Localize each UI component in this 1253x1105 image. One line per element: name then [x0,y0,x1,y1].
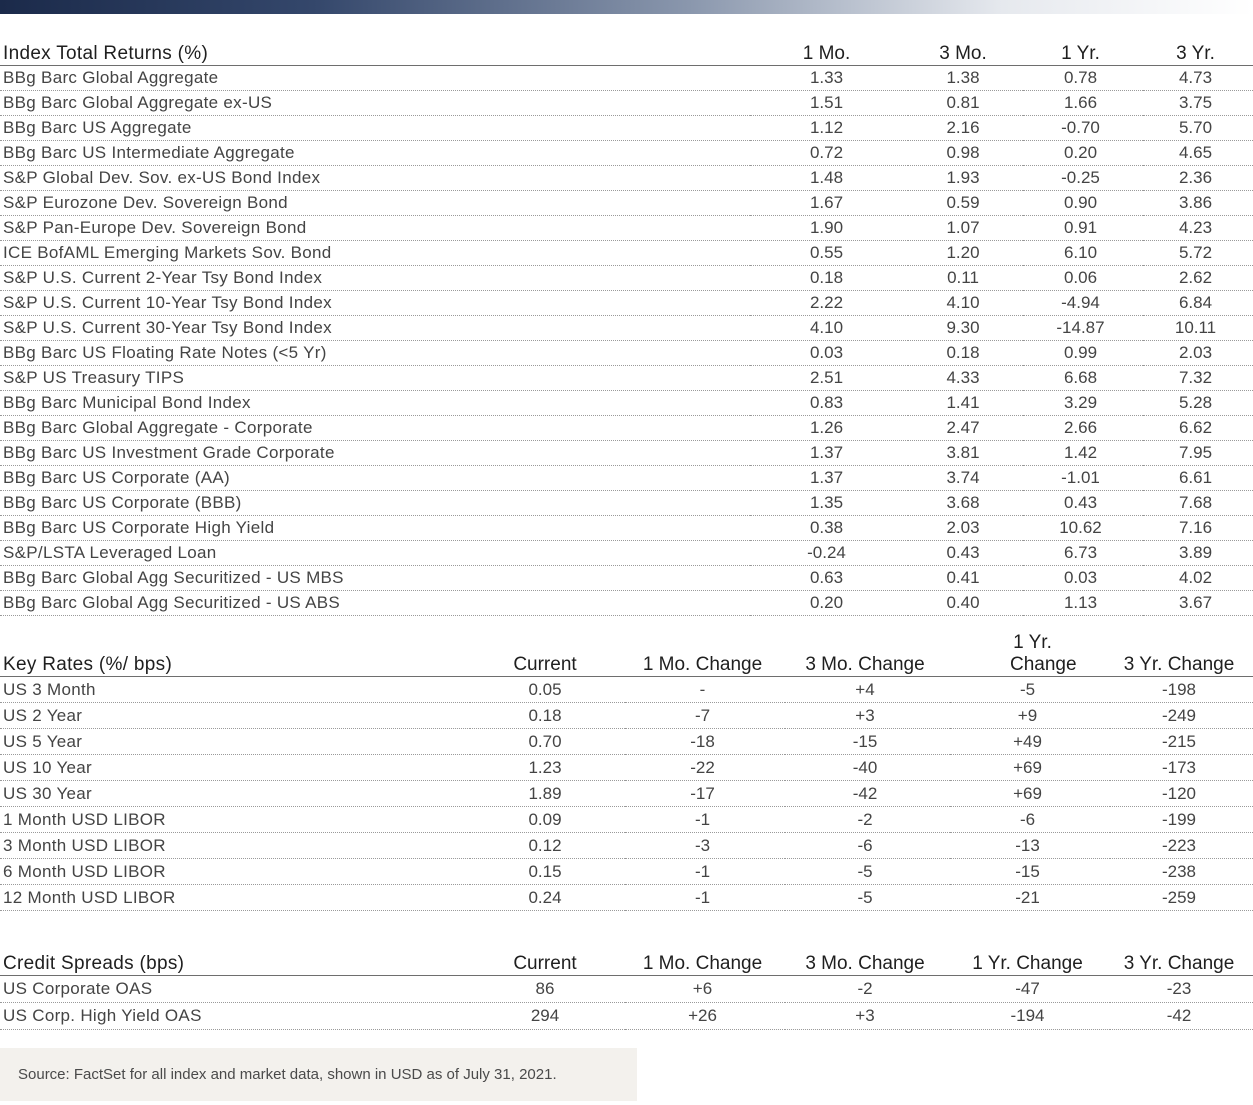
value-cell: 3.86 [1143,191,1253,216]
row-label: S&P Eurozone Dev. Sovereign Bond [0,191,750,216]
value-cell: 6.84 [1143,291,1253,316]
table-row [0,781,1253,807]
table-header-row [0,28,1253,66]
row-label: BBg Barc Global Aggregate - Corporate [0,416,750,441]
source-note [0,1048,637,1101]
row-label: 12 Month USD LIBOR [0,885,470,911]
row-label: BBg Barc US Floating Rate Notes (<5 Yr) [0,341,750,366]
value-cell: -15 [950,859,1110,885]
row-label: BBg Barc US Corporate High Yield [0,516,750,541]
table-row [0,316,1253,341]
column-header: 3 Mo. Change [785,935,950,976]
value-cell: 0.18 [470,703,625,729]
value-cell: 0.98 [908,141,1023,166]
value-cell: 1.37 [750,466,908,491]
value-cell: -5 [785,885,950,911]
column-header: 1 Yr. Change [950,935,1110,976]
value-cell: 1.13 [1023,591,1143,616]
value-cell: 4.02 [1143,566,1253,591]
value-cell: 0.24 [470,885,625,911]
table-row [0,729,1253,755]
row-label: BBg Barc US Investment Grade Corporate [0,441,750,466]
table-row [0,677,1253,703]
value-cell: 0.63 [750,566,908,591]
value-cell: 0.03 [1023,566,1143,591]
value-cell: 3.81 [908,441,1023,466]
value-cell: 0.03 [750,341,908,366]
table-title: Key Rates (%/ bps) [0,626,470,677]
credit-spreads-table [0,935,1253,1030]
table-row [0,441,1253,466]
row-label: BBg Barc Global Aggregate [0,66,750,91]
table-row [0,516,1253,541]
row-label: S&P Pan-Europe Dev. Sovereign Bond [0,216,750,241]
value-cell: 0.55 [750,241,908,266]
value-cell: 0.15 [470,859,625,885]
value-cell: 6.68 [1023,366,1143,391]
value-cell: 1.23 [470,755,625,781]
table-body [0,66,1253,616]
value-cell: +3 [785,1003,950,1030]
value-cell: -5 [950,677,1110,703]
value-cell: -23 [1110,976,1253,1003]
value-cell: 0.70 [470,729,625,755]
value-cell: 2.22 [750,291,908,316]
value-cell: -14.87 [1023,316,1143,341]
value-cell: -42 [1110,1003,1253,1030]
value-cell: 0.06 [1023,266,1143,291]
value-cell: 6.62 [1143,416,1253,441]
table-header-row [0,626,1253,677]
value-cell: -42 [785,781,950,807]
value-cell: 0.18 [908,341,1023,366]
column-header: 1 Mo. Change [625,626,785,677]
value-cell: 10.11 [1143,316,1253,341]
value-cell: 0.18 [750,266,908,291]
value-cell: -238 [1110,859,1253,885]
value-cell: +9 [950,703,1110,729]
value-cell: +3 [785,703,950,729]
row-label: BBg Barc Global Agg Securitized - US ABS [0,591,750,616]
value-cell: 0.83 [750,391,908,416]
row-label: US 3 Month [0,677,470,703]
value-cell: -173 [1110,755,1253,781]
value-cell: 0.38 [750,516,908,541]
table-row [0,91,1253,116]
value-cell: -3 [625,833,785,859]
value-cell: 2.03 [908,516,1023,541]
row-label: S&P US Treasury TIPS [0,366,750,391]
row-label: 3 Month USD LIBOR [0,833,470,859]
value-cell: 4.23 [1143,216,1253,241]
row-label: S&P Global Dev. Sov. ex-US Bond Index [0,166,750,191]
value-cell: 0.81 [908,91,1023,116]
row-label: S&P U.S. Current 30-Year Tsy Bond Index [0,316,750,341]
value-cell: 1.89 [470,781,625,807]
value-cell: -120 [1110,781,1253,807]
value-cell: -5 [785,859,950,885]
value-cell: 3.74 [908,466,1023,491]
value-cell: 9.30 [908,316,1023,341]
value-cell: 6.73 [1023,541,1143,566]
value-cell: 0.20 [750,591,908,616]
value-cell: 1.33 [750,66,908,91]
value-cell: -21 [950,885,1110,911]
row-label: US 5 Year [0,729,470,755]
value-cell: 6.10 [1023,241,1143,266]
value-cell: 0.91 [1023,216,1143,241]
table-row [0,66,1253,91]
value-cell: -249 [1110,703,1253,729]
value-cell: 0.05 [470,677,625,703]
table-row [0,541,1253,566]
table-row [0,807,1253,833]
value-cell: 10.62 [1023,516,1143,541]
value-cell: 1.37 [750,441,908,466]
table-title: Credit Spreads (bps) [0,935,470,976]
table-row [0,241,1253,266]
value-cell: 1.48 [750,166,908,191]
row-label: BBg Barc US Aggregate [0,116,750,141]
column-header: 3 Yr. [1143,28,1253,66]
table-row [0,491,1253,516]
row-label: BBg Barc Global Agg Securitized - US MBS [0,566,750,591]
value-cell: -17 [625,781,785,807]
table-row [0,859,1253,885]
value-cell: -6 [785,833,950,859]
value-cell: -199 [1110,807,1253,833]
value-cell: 1.41 [908,391,1023,416]
value-cell: 0.99 [1023,341,1143,366]
table-body [0,677,1253,911]
row-label: US Corp. High Yield OAS [0,1003,470,1030]
value-cell: 2.47 [908,416,1023,441]
row-label: S&P U.S. Current 10-Year Tsy Bond Index [0,291,750,316]
value-cell: 0.41 [908,566,1023,591]
value-cell: -1 [625,885,785,911]
table-row [0,416,1253,441]
value-cell: 5.28 [1143,391,1253,416]
column-header: 3 Yr. Change [1110,626,1253,677]
value-cell: 0.11 [908,266,1023,291]
value-cell: 5.72 [1143,241,1253,266]
value-cell: 7.68 [1143,491,1253,516]
value-cell: 1.38 [908,66,1023,91]
value-cell: 4.10 [750,316,908,341]
value-cell: - [625,677,785,703]
column-header: 1 Yr. [1023,28,1143,66]
table-row [0,366,1253,391]
value-cell: 6.61 [1143,466,1253,491]
value-cell: 1.12 [750,116,908,141]
column-header: 1 Mo. [750,28,908,66]
table-row [0,166,1253,191]
value-cell: 0.12 [470,833,625,859]
value-cell: -215 [1110,729,1253,755]
value-cell: 7.95 [1143,441,1253,466]
row-label: S&P/LSTA Leveraged Loan [0,541,750,566]
value-cell: -194 [950,1003,1110,1030]
value-cell: +4 [785,677,950,703]
value-cell: -259 [1110,885,1253,911]
value-cell: 2.51 [750,366,908,391]
value-cell: 294 [470,1003,625,1030]
value-cell: 2.62 [1143,266,1253,291]
value-cell: 3.75 [1143,91,1253,116]
value-cell: 0.78 [1023,66,1143,91]
value-cell: 0.40 [908,591,1023,616]
table-body [0,976,1253,1030]
value-cell: -0.24 [750,541,908,566]
value-cell: 5.70 [1143,116,1253,141]
value-cell: 4.33 [908,366,1023,391]
value-cell: -1.01 [1023,466,1143,491]
value-cell: 1.26 [750,416,908,441]
table-row [0,566,1253,591]
column-header: 3 Mo. [908,28,1023,66]
table-row [0,116,1253,141]
value-cell: -2 [785,976,950,1003]
value-cell: 0.72 [750,141,908,166]
column-header: Current [470,935,625,976]
table-row [0,755,1253,781]
table-row [0,1003,1253,1030]
value-cell: 1.20 [908,241,1023,266]
row-label: 6 Month USD LIBOR [0,859,470,885]
value-cell: -0.70 [1023,116,1143,141]
value-cell: 1.35 [750,491,908,516]
value-cell: -15 [785,729,950,755]
value-cell: 2.36 [1143,166,1253,191]
value-cell: -47 [950,976,1110,1003]
value-cell: 0.59 [908,191,1023,216]
table-row [0,291,1253,316]
table-row [0,833,1253,859]
value-cell: -0.25 [1023,166,1143,191]
value-cell: -198 [1110,677,1253,703]
value-cell: -22 [625,755,785,781]
table-row [0,591,1253,616]
row-label: US 2 Year [0,703,470,729]
column-header: 1 Yr. Change [950,626,1110,677]
row-label: BBg Barc US Intermediate Aggregate [0,141,750,166]
key-rates-table [0,626,1253,911]
table-header-row [0,935,1253,976]
header-gradient-bar [0,0,1253,14]
value-cell: 3.67 [1143,591,1253,616]
value-cell: 2.66 [1023,416,1143,441]
value-cell: -1 [625,859,785,885]
value-cell: 3.29 [1023,391,1143,416]
value-cell: 2.03 [1143,341,1253,366]
value-cell: 1.07 [908,216,1023,241]
value-cell: -2 [785,807,950,833]
value-cell: +49 [950,729,1110,755]
value-cell: +69 [950,781,1110,807]
table-title: Index Total Returns (%) [0,28,750,66]
column-header: 1 Mo. Change [625,935,785,976]
value-cell: 86 [470,976,625,1003]
value-cell: 1.67 [750,191,908,216]
row-label: 1 Month USD LIBOR [0,807,470,833]
value-cell: -40 [785,755,950,781]
row-label: S&P U.S. Current 2-Year Tsy Bond Index [0,266,750,291]
value-cell: -13 [950,833,1110,859]
value-cell: -7 [625,703,785,729]
value-cell: -1 [625,807,785,833]
value-cell: -223 [1110,833,1253,859]
value-cell: -4.94 [1023,291,1143,316]
value-cell: -6 [950,807,1110,833]
value-cell: +26 [625,1003,785,1030]
column-header: 3 Yr. Change [1110,935,1253,976]
table-row [0,141,1253,166]
value-cell: 4.65 [1143,141,1253,166]
row-label: US Corporate OAS [0,976,470,1003]
value-cell: 2.16 [908,116,1023,141]
value-cell: -18 [625,729,785,755]
value-cell: 4.73 [1143,66,1253,91]
value-cell: 0.09 [470,807,625,833]
value-cell: 4.10 [908,291,1023,316]
row-label: BBg Barc Global Aggregate ex-US [0,91,750,116]
value-cell: 7.32 [1143,366,1253,391]
table-row [0,216,1253,241]
value-cell: 7.16 [1143,516,1253,541]
value-cell: +6 [625,976,785,1003]
value-cell: 3.68 [908,491,1023,516]
value-cell: 0.43 [908,541,1023,566]
table-row [0,976,1253,1003]
value-cell: 1.51 [750,91,908,116]
row-label: BBg Barc US Corporate (AA) [0,466,750,491]
table-row [0,703,1253,729]
table-row [0,341,1253,366]
value-cell: 0.20 [1023,141,1143,166]
value-cell: 1.66 [1023,91,1143,116]
source-text: Source: FactSet for all index and market data, shown in USD as of July 31, 2021. [18,1066,557,1083]
table-row [0,466,1253,491]
table-row [0,266,1253,291]
value-cell: 1.93 [908,166,1023,191]
value-cell: 1.42 [1023,441,1143,466]
row-label: BBg Barc Municipal Bond Index [0,391,750,416]
index-total-returns-table [0,28,1253,616]
value-cell: 0.90 [1023,191,1143,216]
table-row [0,191,1253,216]
value-cell: 1.90 [750,216,908,241]
row-label: BBg Barc US Corporate (BBB) [0,491,750,516]
table-row [0,885,1253,911]
table-row [0,391,1253,416]
row-label: ICE BofAML Emerging Markets Sov. Bond [0,241,750,266]
value-cell: +69 [950,755,1110,781]
column-header: 3 Mo. Change [785,626,950,677]
value-cell: 3.89 [1143,541,1253,566]
column-header: Current [470,626,625,677]
row-label: US 30 Year [0,781,470,807]
row-label: US 10 Year [0,755,470,781]
value-cell: 0.43 [1023,491,1143,516]
